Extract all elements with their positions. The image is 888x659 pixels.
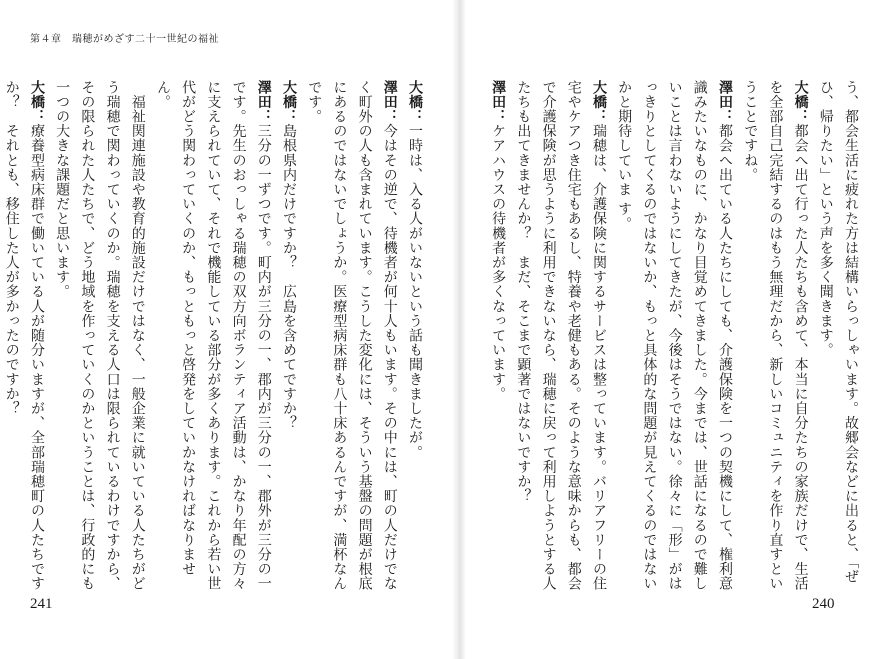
dialogue-turn xyxy=(301,80,402,600)
utterance-text: う、都会生活に疲れた方は結構いらっしゃいます。故郷会などに出ると、「ぜひ、帰りたい」という声を多く聞きます。 xyxy=(817,80,859,584)
speaker-name: 大橋： xyxy=(407,80,423,124)
dialogue-turn xyxy=(510,80,611,600)
utterance-text: 三分の一ずつです。町内が三分の一、郡内が三分の一、郡外が三分の一です。先生のおっしゃる瑞穂の双方向ボランティア活動は、かなり年配の方々に支えられていて、それで機能している部分が多くあります。これから若い世代がどう関わっていくのか、もっともっと啓発をしていかなければなりません。 福祉関連施設や教育的施設だけではなく、一般企業に就いている人たちがどう瑞穂で関わっていくのか。瑞穂を支える人口は限られているわけですから、その限られた人たちで、どう地域を作っていくのかということは、行政的にも一つの大きな課題だと思います。 xyxy=(54,80,272,592)
speaker-name: 大橋： xyxy=(590,80,607,124)
utterance-text: 島根県内だけですか？ 広島を含めてですか？ xyxy=(280,123,297,431)
speaker-name: 澤田： xyxy=(381,80,398,124)
dialogue-turn xyxy=(485,80,510,600)
dialogue-turn xyxy=(0,80,49,600)
speaker-name: 大橋： xyxy=(280,80,297,124)
page-number-left: 241 xyxy=(30,596,53,612)
speaker-name: 澤田： xyxy=(490,80,507,124)
left-page-text xyxy=(3,80,427,600)
page-number-right: 240 xyxy=(812,596,835,612)
utterance-text: 今はその逆で、待機者が何十人もいます。その中には、町の人だけでなく町外の人も含まれています。こうした変化には、そういう基盤の問題が根底にあるのではないでしょうか。医療型病床群も八十床あるんですが、満杯なんです。 xyxy=(306,80,398,592)
book-gutter xyxy=(452,0,466,659)
utterance-text: 療養型病床群で働いている人が随分いますが、全部瑞穂町の人たちですか？ それとも、移住した人が多かったのですか？ xyxy=(3,80,45,592)
dialogue-turn xyxy=(737,80,813,600)
chapter-header: 第４章 瑞穂がめざす二十一世紀の福祉 xyxy=(30,34,219,45)
dialogue-turn xyxy=(813,80,863,600)
speaker-name: 大橋： xyxy=(792,80,809,124)
speaker-name: 澤田： xyxy=(716,80,733,124)
speaker-name: 澤田： xyxy=(255,80,272,124)
dialogue-turn xyxy=(611,80,737,600)
dialogue-turn xyxy=(49,80,276,600)
right-page-text xyxy=(490,80,863,600)
speaker-name: 大橋： xyxy=(28,80,45,124)
dialogue-turn xyxy=(402,80,427,600)
utterance-text: ケアハウスの待機者が多くなっています。 xyxy=(490,123,507,402)
utterance-text: 都会へ出ている人たちにしても、介護保険を一つの契機にして、権利意識みたいなものに、かなり目覚めてきました。今までは、世話になるので難しいことは言わないようにしてきたが、今後はそうではない。徐々に「形」がはっきりとしてくるのではないか、もっと具体的な問題が見えてくるのではないかと期待していま す。 xyxy=(616,80,733,592)
dialogue-turn xyxy=(276,80,301,600)
utterance-text: 瑞穂は、介護保険に関するサービスは整っています。バリアフリーの住宅やケアつき住宅もあるし、特養や老健もある。そのような意味からも、都会で介護保険が思うように利用できないなら、瑞穂に戻って利用しようとする人たちも出てきませんか？ まだ、そこまで顕著ではないですか？ xyxy=(515,80,607,592)
utterance-text: 一時は、入る人がいないという話も聞きましたが。 xyxy=(407,123,423,460)
utterance-text: 都会へ出て行った人たちも含めて、本当に自分たちの家族だけで、生活を全部自己完結するのはもう無理だから、新しいコミュニティを作り直すということですね。 xyxy=(742,80,809,592)
